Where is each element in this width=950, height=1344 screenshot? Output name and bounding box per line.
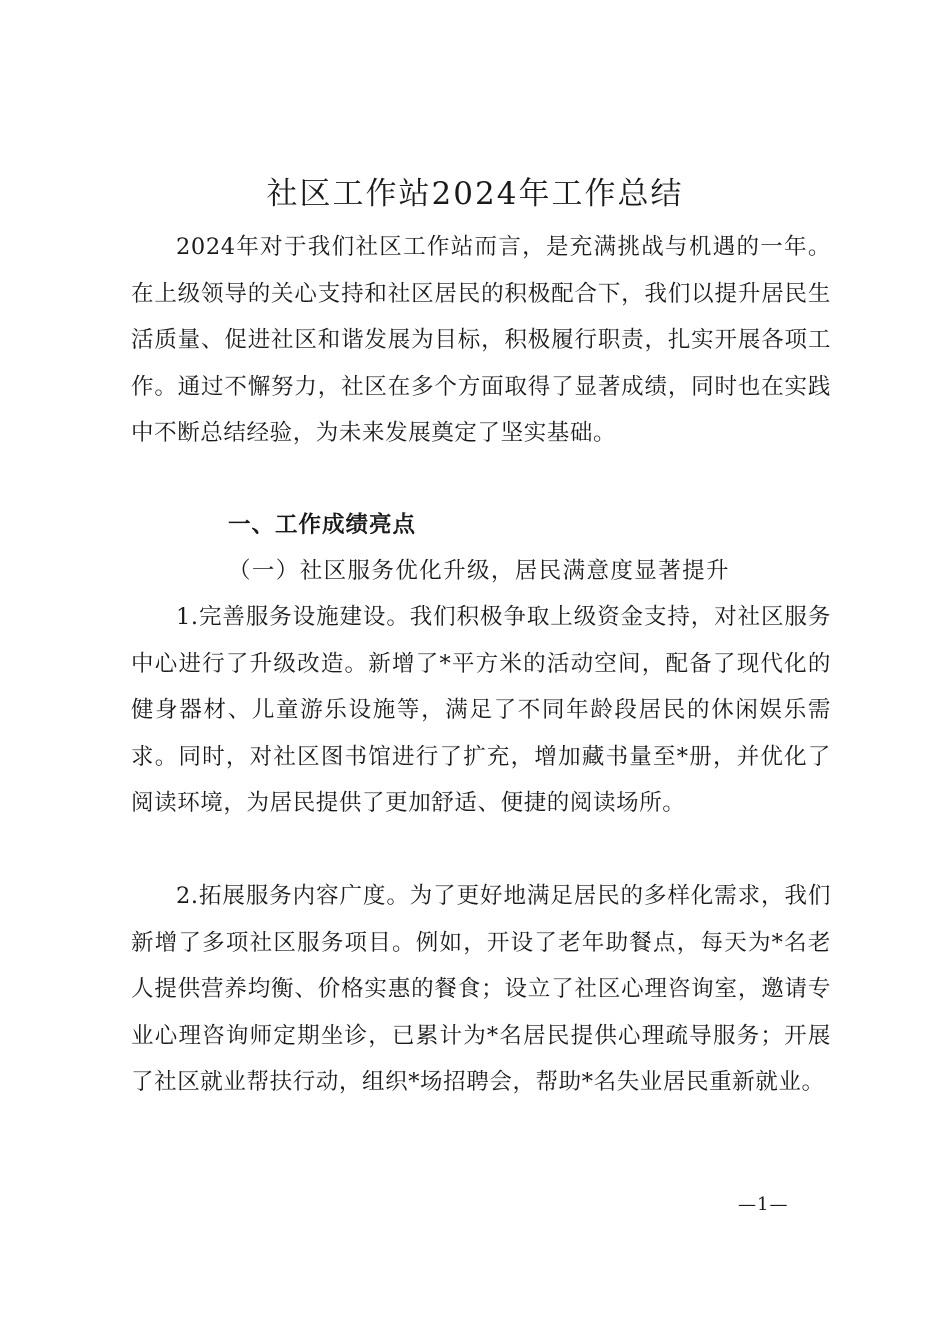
section-heading: 一、工作成绩亮点	[228, 512, 417, 538]
subsection-heading: （一）社区服务优化升级，居民满意度显著提升	[228, 558, 730, 584]
item1-paragraph: 1.完善服务设施建设。我们积极争取上级资金支持，对社区服务中心进行了升级改造。新增了*平方米的活动空间，配备了现代化的健身器材、儿童游乐设施等，满足了不同年龄段居民的休闲娱乐需求。同时，对社区图书馆进行了扩充，增加藏书量至*册，并优化了阅读环境，为居民提供了更加舒适、便捷的阅读场所。	[131, 604, 831, 816]
document-title: 社区工作站2024年工作总结	[266, 176, 684, 212]
item2-paragraph: 2.拓展服务内容广度。为了更好地满足居民的多样化需求，我们新增了多项社区服务项目。例如，开设了老年助餐点，每天为*名老人提供营养均衡、价格实惠的餐食；设立了社区心理咨询室，邀请专业心理咨询师定期坐诊，已累计为*名居民提供心理疏导服务；开展了社区就业帮扶行动，组织*场招聘会，帮助*名失业居民重新就业。	[131, 883, 831, 1095]
intro-paragraph: 2024年对于我们社区工作站而言，是充满挑战与机遇的一年。在上级领导的关心支持和社区居民的积极配合下，我们以提升居民生活质量、促进社区和谐发展为目标，积极履行职责，扎实开展各项工作。通过不懈努力，社区在多个方面取得了显著成绩，同时也在实践中不断总结经验，为未来发展奠定了坚实基础。	[131, 234, 831, 446]
page-number: —1—	[738, 1194, 789, 1215]
